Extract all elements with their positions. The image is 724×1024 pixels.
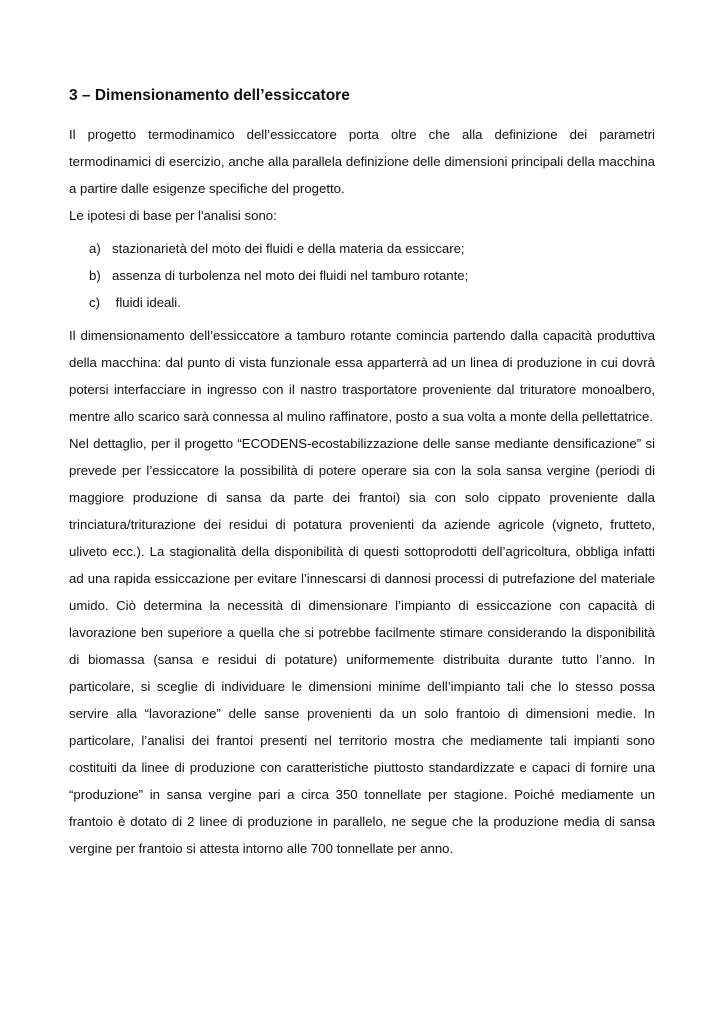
- list-item-text: assenza di turbolenza nel moto dei fluidi nel tamburo rotante;: [112, 268, 469, 283]
- dimensioning-paragraph: Il dimensionamento dell’essiccatore a tamburo rotante comincia partendo dalla capacità produttiva della macchina: dal punto di vista funzionale essa apparterrà ad un linea di produzione in cui dovrà potersi interfacciare in ingresso con il nastro trasportatore proveniente dal trituratore monoalbero, mentre allo scarico sarà connessa al mulino raffinatore, posto a sua volta a monte della pellettatrice.: [69, 328, 655, 424]
- list-item: [69, 262, 655, 289]
- intro-paragraph: Il progetto termodinamico dell’essiccatore porta oltre che alla definizione dei parametri termodinamici di esercizio, anche alla parallela definizione delle dimensioni principali della macchina a partire dalle esigenze specifiche del progetto.: [69, 127, 655, 196]
- hypotheses-list: [69, 235, 655, 316]
- list-marker: b): [89, 268, 101, 283]
- list-item: [69, 235, 655, 262]
- hypotheses-intro: Le ipotesi di base per l'analisi sono:: [69, 208, 277, 223]
- document-page: [69, 85, 655, 862]
- list-item-text: fluidi ideali.: [112, 295, 181, 310]
- list-item-text: stazionarietà del moto dei fluidi e della materia da essiccare;: [112, 241, 465, 256]
- list-marker: a): [89, 241, 101, 256]
- list-marker: c): [89, 295, 100, 310]
- detail-paragraph: Nel dettaglio, per il progetto “ECODENS-ecostabilizzazione delle sanse mediante densificazione” si prevede per l’essiccatore la possibilità di potere operare sia con la sola sansa vergine (periodi di maggiore produzione di sansa da parte dei frantoi) sia con solo cippato proveniente dalla trinciatura/triturazione dei residui di potatura provenienti da aziende agricole (vigneto, frutteto, uliveto ecc.). La stagionalità della disponibilità di questi sottoprodotti dell’agricoltura, obbliga infatti ad una rapida essiccazione per evitare l’innescarsi di dannosi processi di putrefazione del materiale umido. Ciò determina la necessità di dimensionare l’impianto di essiccazione con capacità di lavorazione ben superiore a quella che si potrebbe facilmente stimare considerando la disponibilità di biomassa (sansa e residui di potature) uniformemente distribuita durante tutto l’anno. In particolare, si sceglie di individuare le dimensioni minime dell’impianto tali che lo stesso possa servire alla “lavorazione” delle sanse provenienti da un solo frantoio di dimensioni medie. In particolare, l’analisi dei frantoi presenti nel territorio mostra che mediamente tali impianti sono costituiti da linee di produzione con caratteristiche piuttosto standardizzate e capaci di fornire una “produzione” in sansa vergine pari a circa 350 tonnellate per stagione. Poiché mediamente un frantoio è dotato di 2 linee di produzione in parallelo, ne segue che la produzione media di sansa vergine per frantoio si attesta intorno alle 700 tonnellate per anno.: [69, 436, 655, 856]
- list-item: [69, 289, 655, 316]
- section-heading: 3 – Dimensionamento dell’essiccatore: [69, 87, 350, 104]
